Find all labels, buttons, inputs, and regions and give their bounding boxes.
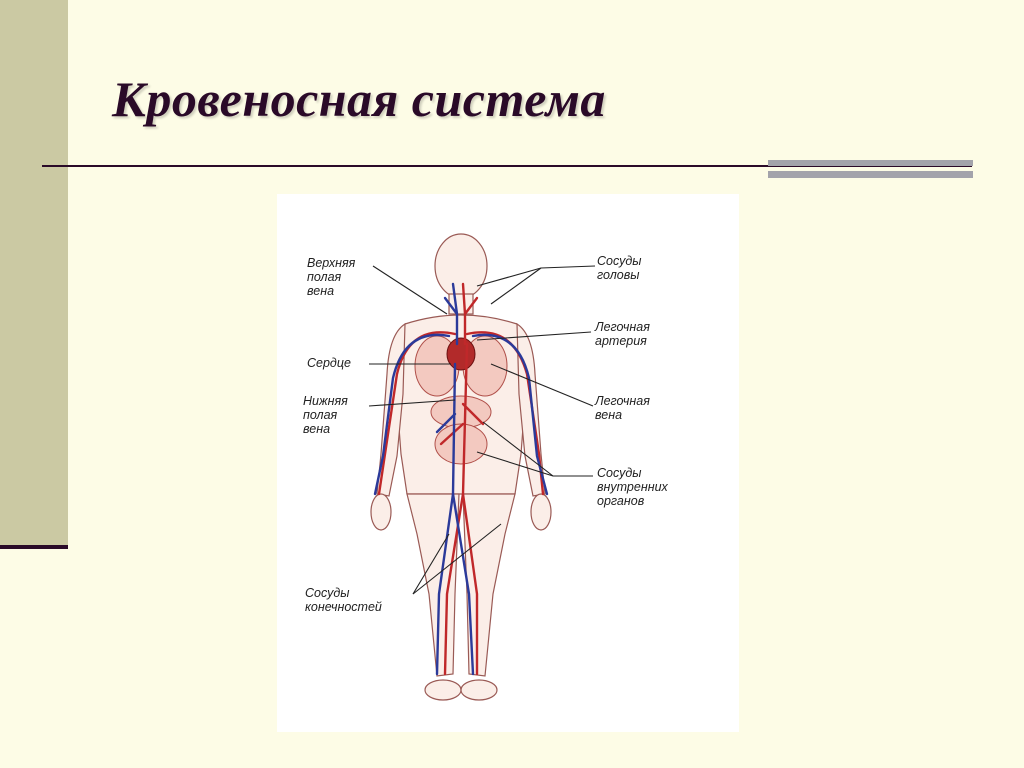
label-upper-vena-cava: Верхняя полая вена <box>307 256 356 298</box>
label-limb-vessels: Сосуды конечностей <box>305 586 382 614</box>
label-head-vessels: Сосуды головы <box>597 254 642 282</box>
label-heart: Сердце <box>307 356 351 370</box>
label-lower-vena-cava: Нижняя полая вена <box>303 394 348 436</box>
title-rule-accent <box>768 160 973 178</box>
left-decor-line <box>0 545 68 549</box>
left-decor-band <box>0 0 68 548</box>
label-internal-organ-vessels: Сосуды внутренних органов <box>597 466 668 508</box>
circulatory-diagram <box>277 194 739 732</box>
label-pulmonary-vein: Легочная вена <box>595 394 650 422</box>
slide-title: Кровеносная система <box>112 71 606 127</box>
label-pulmonary-artery: Легочная артерия <box>595 320 650 348</box>
